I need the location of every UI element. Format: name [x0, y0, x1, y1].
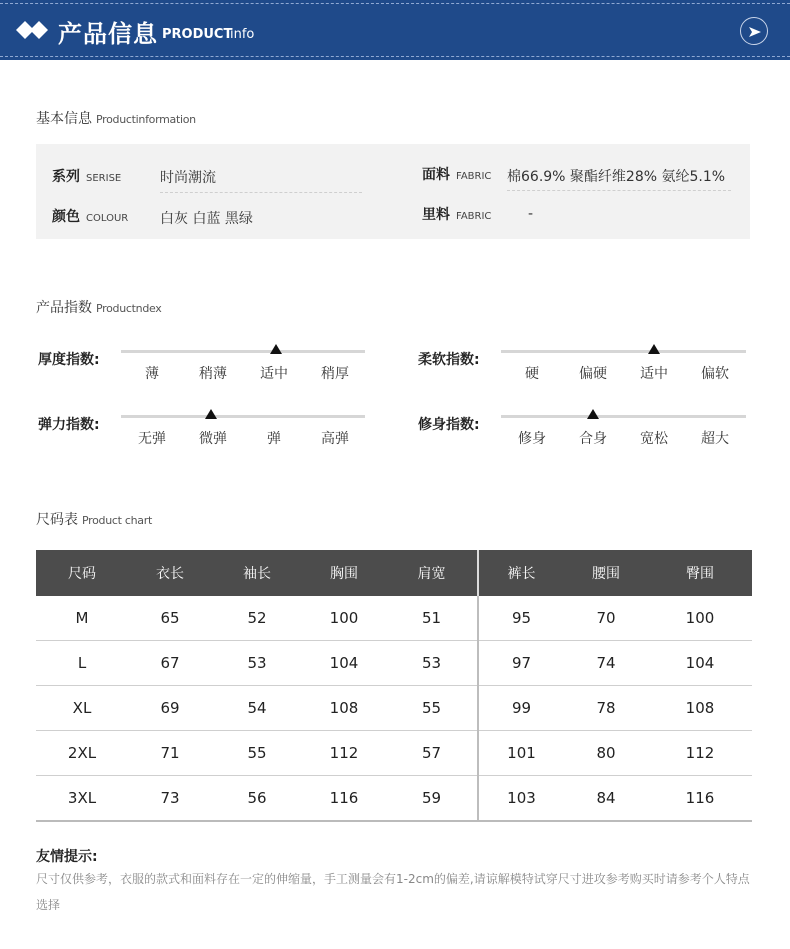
table-cell: 100 [648, 596, 752, 641]
softness-option: 偏软 [701, 366, 729, 382]
table-cell: 112 [648, 731, 752, 776]
lining-label-zh: 里料 [422, 207, 450, 223]
series-label [52, 166, 121, 186]
elasticity-index-label: 弹力指数: [38, 417, 100, 433]
table-cell: 99 [478, 686, 564, 731]
index-title-zh: 产品指数 [36, 300, 92, 316]
table-cell: 116 [648, 776, 752, 822]
colour-label [52, 206, 128, 226]
thickness-option: 稍厚 [321, 366, 349, 382]
table-cell: 80 [564, 731, 648, 776]
table-cell: 70 [564, 596, 648, 641]
fit-index-track [501, 415, 746, 418]
table-cell: L [36, 641, 128, 686]
table-cell: 54 [212, 686, 302, 731]
basic-info-title-en: Productinformation [96, 113, 196, 126]
table-cell: 65 [128, 596, 212, 641]
softness-index-label: 柔软指数: [418, 352, 480, 368]
table-header-row [36, 550, 752, 596]
diamond-logo-icon [16, 19, 52, 41]
table-cell: 57 [386, 731, 478, 776]
thickness-index-marker [270, 344, 282, 354]
thickness-option: 适中 [260, 366, 288, 382]
table-row [36, 776, 752, 822]
elasticity-option: 微弹 [199, 431, 227, 447]
index-title-en: Productndex [96, 302, 162, 315]
table-cell: 104 [302, 641, 386, 686]
table-row [36, 596, 752, 641]
thickness-index-label: 厚度指数: [38, 352, 100, 368]
table-cell: 67 [128, 641, 212, 686]
elasticity-option: 无弹 [138, 431, 166, 447]
table-cell: 84 [564, 776, 648, 822]
table-cell: 78 [564, 686, 648, 731]
table-row [36, 686, 752, 731]
table-cell: 95 [478, 596, 564, 641]
fit-option: 宽松 [640, 431, 668, 447]
table-header-cell: 肩宽 [386, 550, 478, 596]
table-cell: 55 [212, 731, 302, 776]
table-cell: 53 [386, 641, 478, 686]
fit-option: 修身 [518, 431, 546, 447]
arrow-circle-button[interactable] [740, 17, 768, 45]
table-cell: 100 [302, 596, 386, 641]
lining-label [422, 204, 491, 224]
elasticity-option: 弹 [267, 431, 281, 447]
table-cell: 103 [478, 776, 564, 822]
table-cell: 71 [128, 731, 212, 776]
colour-value: 白灰 白蓝 黑绿 [160, 211, 253, 227]
basic-info-title-zh: 基本信息 [36, 111, 92, 127]
table-header-cell: 衣长 [128, 550, 212, 596]
series-underline [160, 192, 362, 193]
elasticity-index-track [121, 415, 365, 418]
header-title-en: info [230, 27, 255, 42]
thickness-index-track [121, 350, 365, 353]
fabric-underline [507, 190, 731, 191]
table-header-cell: 裤长 [478, 550, 564, 596]
tips-text: 尺寸仅供参考，衣服的款式和面料存在一定的伸缩量，手工测量会有1-2cm的偏差,请谅解模特试穿尺寸进攻参考购买时请参考个人特点选择 [36, 872, 750, 912]
header-title-en-bold: PRODUCT [162, 27, 233, 42]
table-header-cell: 尺码 [36, 550, 128, 596]
lining-value: - [528, 206, 534, 222]
table-cell: 69 [128, 686, 212, 731]
colour-label-en: COLOUR [86, 213, 129, 224]
table-cell: 52 [212, 596, 302, 641]
table-header-cell: 腰围 [564, 550, 648, 596]
basic-info-heading [36, 108, 196, 128]
table-cell: 108 [302, 686, 386, 731]
table-header-cell: 袖长 [212, 550, 302, 596]
fit-option: 合身 [579, 431, 607, 447]
thickness-option: 稍薄 [199, 366, 227, 382]
softness-index-marker [648, 344, 660, 354]
fit-index-label: 修身指数: [418, 417, 480, 433]
table-cell: 55 [386, 686, 478, 731]
softness-option: 适中 [640, 366, 668, 382]
chart-title-en: Product chart [82, 514, 152, 527]
softness-option: 硬 [525, 366, 539, 382]
table-cell: 108 [648, 686, 752, 731]
product-index-heading [36, 297, 162, 317]
table-cell: 53 [212, 641, 302, 686]
table-cell: XL [36, 686, 128, 731]
fabric-value: 棉66.9% 聚酯纤维28% 氨纶5.1% [507, 169, 726, 185]
table-cell: 101 [478, 731, 564, 776]
send-arrow-icon [748, 25, 762, 39]
lining-label-en: FABRIC [456, 211, 492, 222]
table-cell: 73 [128, 776, 212, 822]
fabric-label-zh: 面料 [422, 167, 450, 183]
table-cell: 104 [648, 641, 752, 686]
table-cell: 74 [564, 641, 648, 686]
fabric-label [422, 164, 491, 184]
colour-label-zh: 颜色 [52, 209, 80, 225]
table-cell: 51 [386, 596, 478, 641]
table-cell: 59 [386, 776, 478, 822]
softness-index-track [501, 350, 746, 353]
series-label-en: SERISE [86, 173, 122, 184]
table-row [36, 731, 752, 776]
size-table [36, 550, 752, 822]
table-header-cell: 臀围 [648, 550, 752, 596]
softness-option: 偏硬 [579, 366, 607, 382]
chart-title-zh: 尺码表 [36, 512, 78, 528]
stitch-line-top [0, 3, 790, 4]
table-cell: 2XL [36, 731, 128, 776]
stitch-line-bottom [0, 56, 790, 57]
tips-title: 友情提示: [36, 849, 98, 865]
fit-option: 超大 [701, 431, 729, 447]
series-label-zh: 系列 [52, 169, 80, 185]
table-header-cell: 胸围 [302, 550, 386, 596]
basic-info-panel [36, 144, 750, 239]
fit-index-marker [587, 409, 599, 419]
header-title-zh: 产品信息 [58, 20, 158, 48]
elasticity-index-marker [205, 409, 217, 419]
fabric-label-en: FABRIC [456, 171, 492, 182]
table-cell: 112 [302, 731, 386, 776]
table-cell: 3XL [36, 776, 128, 822]
table-cell: 116 [302, 776, 386, 822]
table-cell: 97 [478, 641, 564, 686]
elasticity-option: 高弹 [321, 431, 349, 447]
series-value: 时尚潮流 [160, 170, 216, 186]
size-chart-heading [36, 509, 152, 529]
thickness-option: 薄 [145, 366, 159, 382]
table-cell: 56 [212, 776, 302, 822]
table-row [36, 641, 752, 686]
table-cell: M [36, 596, 128, 641]
header-banner [0, 0, 790, 60]
